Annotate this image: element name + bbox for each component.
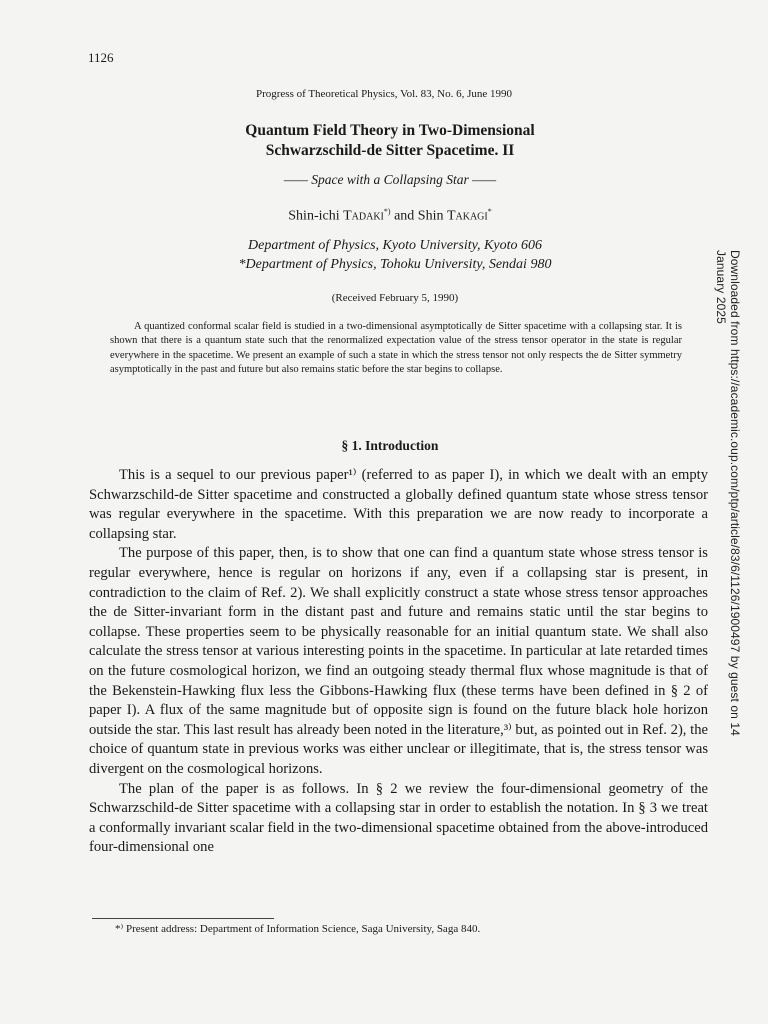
author2-affiliation-mark: * [487, 207, 492, 216]
author1-given-name: Shin-ichi [288, 208, 344, 224]
paragraph: The purpose of this paper, then, is to show that one can find a quantum state whose stress tensor is regular everywhere, hence is regular on horizons if any, even if a collapsing star is present, in contradiction to the claim of Ref. 2). We shall explicitly construct a state whose stress tensor approaches the de Sitter-invariant form in the distant past and future and remains static until the star begins to collapse. These properties seem to be physically reasonable for an initial quantum state. We shall also calculate the stress tensor at various interesting points in the spacetime. In particular at late retarded times on the future cosmological horizon, we find an outgoing steady thermal flux whose magnitude is that of the Bekenstein-Hawking flux less the Gibbons-Hawking flux (these terms have been defined in § 2 of paper I). A flux of the same magnitude but of opposite sign is found on the future black hole horizon outside the star. This last result has already been noted in the literature,³⁾ but, as pointed out in Ref. 2), the choice of quantum state in previous works was either unclear or illegitimate, that is, the stress tensor was divergent on the cosmological horizons. [89, 545, 708, 777]
author-conjunction: and Shin [390, 208, 447, 224]
section-heading: § 1. Introduction [341, 438, 439, 453]
author2-family-name: Takagi [446, 208, 488, 224]
received-date: (Received February 5, 1990) [331, 292, 459, 304]
affiliations [0, 236, 768, 274]
author1-family-name: Tadaki [343, 208, 384, 224]
page-number: 1126 [88, 50, 114, 65]
affiliation-kyoto: Department of Physics, Kyoto University, Kyoto 606 [248, 238, 542, 253]
paragraph: The plan of the paper is as follows. In § 2 we review the four-dimensional geometry of the Schwarzschild-de Sitter spacetime with a collapsing star in order to establish the notation. In § 3 we treat a conformally invariant scalar field in the two-dimensional spacetime obtained from the above-introduced four-dimensional one [89, 780, 708, 856]
author-line [0, 207, 768, 225]
journal-citation: Progress of Theoretical Physics, Vol. 83, No. 6, June 1990 [255, 88, 513, 100]
affiliation-tohoku: *Department of Physics, Tohoku University, Sendai 980 [238, 257, 552, 272]
paragraph: This is a sequel to our previous paper¹⁾ (referred to as paper I), in which we dealt with an empty Schwarzschild-de Sitter spacetime and constructed a globally defined quantum state whose stress tensor was regular everywhere in the spacetime. With this preparation we are now ready to incorporate a collapsing star. [89, 467, 708, 542]
author1-footnote-mark: *) [383, 207, 391, 216]
abstract-text: A quantized conformal scalar field is studied in a two-dimensional asymptotically de Sitter spacetime with a collapsing star. It is shown that there is a quantum state such that the renormalized expectation value of the stress tensor operator in the state is regular everywhere in the spacetime. We present an example of such a state in which the stress tensor not only respects the de Sitter symmetry asymptotically in the past and future but also remains static before the star begins to collapse. [110, 321, 682, 376]
body-text [89, 466, 708, 858]
title-line-2: Schwarzschild-de Sitter Spacetime. II [265, 142, 515, 159]
footnote-divider [92, 918, 274, 919]
title-line-1: Quantum Field Theory in Two-Dimensional [245, 122, 535, 139]
abstract [110, 320, 682, 378]
footnote: *⁾ Present address: Department of Information Science, Saga University, Saga 840. [115, 923, 481, 935]
paper-title [0, 121, 768, 161]
download-watermark: Downloaded from https://academic.oup.com/ptp/article/83/6/1126/1900497 by guest on 14 January 2025 [714, 250, 742, 736]
paper-subtitle: —— Space with a Collapsing Star —— [283, 172, 497, 187]
